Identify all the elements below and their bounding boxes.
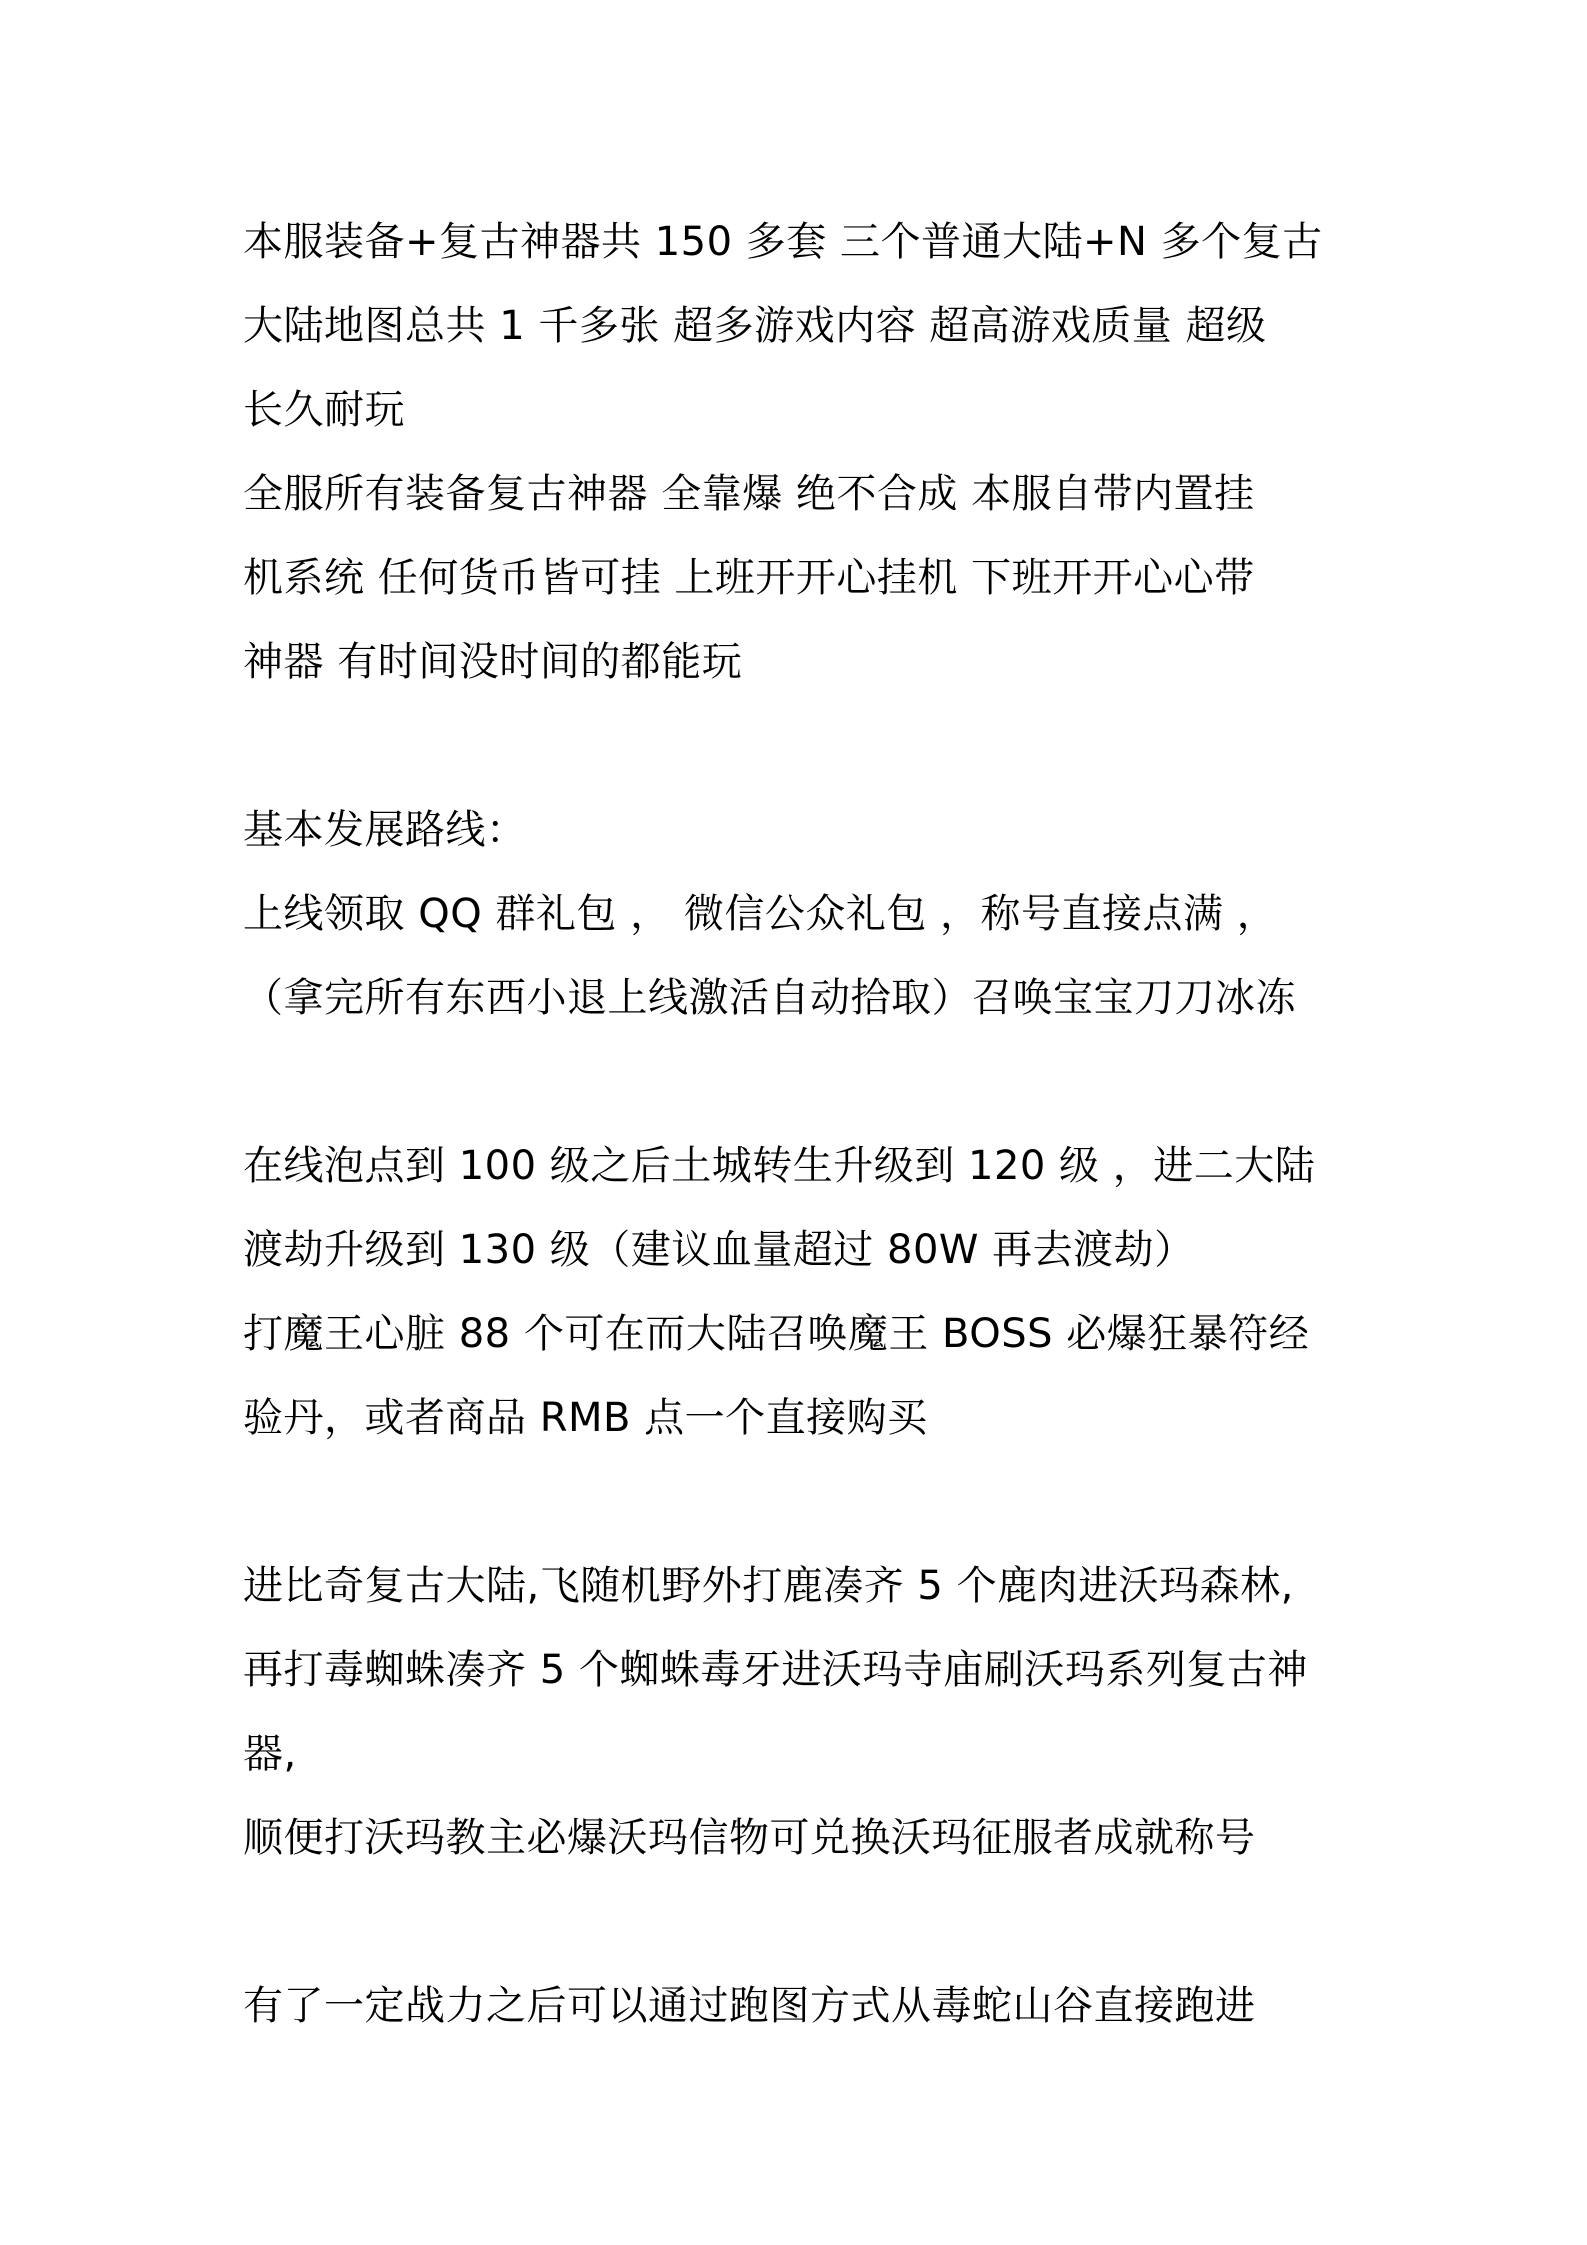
text-line: 全服所有装备复古神器 全靠爆 绝不合成 本服自带内置挂 <box>243 471 1255 517</box>
text-line: 有了一定战力之后可以通过跑图方式从毒蛇山谷直接跑进 <box>243 1983 1256 2029</box>
paragraph-features <box>243 452 1363 704</box>
text-line: 上线领取 QQ 群礼包 ， 微信公众礼包 ，称号直接点满 ， <box>243 891 1278 937</box>
paragraph-boss <box>243 1292 1363 1460</box>
blank-line <box>243 1040 1363 1124</box>
text-line: 打魔王心脏 88 个可在而大陆召唤魔王 BOSS 必爆狂暴符经 <box>243 1311 1310 1357</box>
text-line: 验丹，或者商品 RMB 点一个直接购买 <box>243 1395 928 1441</box>
blank-line <box>243 1460 1363 1544</box>
paragraph-intro <box>243 200 1363 452</box>
text-line: 神器 有时间没时间的都能玩 <box>243 639 743 685</box>
blank-line <box>243 1880 1363 1964</box>
paragraph-leveling <box>243 1124 1363 1292</box>
text-line: 器, <box>243 1731 297 1777</box>
paragraph-map-run <box>243 1964 1363 2048</box>
section-heading: 基本发展路线： <box>243 807 527 853</box>
paragraph-title <box>243 1796 1363 1880</box>
text-line: 再打毒蜘蛛凑齐 5 个蜘蛛毒牙进沃玛寺庙刷沃玛系列复古神 <box>243 1647 1308 1693</box>
text-line: 机系统 任何货币皆可挂 上班开开心挂机 下班开开心心带 <box>243 555 1255 601</box>
document-body <box>243 200 1363 2048</box>
paragraph-woma <box>243 1544 1363 1796</box>
text-line: 长久耐玩 <box>243 387 405 433</box>
text-line: 渡劫升级到 130 级（建议血量超过 80W 再去渡劫） <box>243 1227 1195 1273</box>
paragraph-route-intro <box>243 788 1363 1040</box>
text-line: 顺便打沃玛教主必爆沃玛信物可兑换沃玛征服者成就称号 <box>243 1815 1256 1861</box>
blank-line <box>243 704 1363 788</box>
text-line: 在线泡点到 100 级之后土城转生升级到 120 级 ，进二大陆 <box>243 1143 1316 1189</box>
text-line: （拿完所有东西小退上线激活自动拾取）召唤宝宝刀刀冰冻 <box>243 975 1296 1021</box>
text-line: 本服装备+复古神器共 150 多套 三个普通大陆+N 多个复古 <box>243 219 1323 265</box>
text-line: 大陆地图总共 1 千多张 超多游戏内容 超高游戏质量 超级 <box>243 303 1267 349</box>
text-line: 进比奇复古大陆,飞随机野外打鹿凑齐 5 个鹿肉进沃玛森林, <box>243 1563 1294 1609</box>
